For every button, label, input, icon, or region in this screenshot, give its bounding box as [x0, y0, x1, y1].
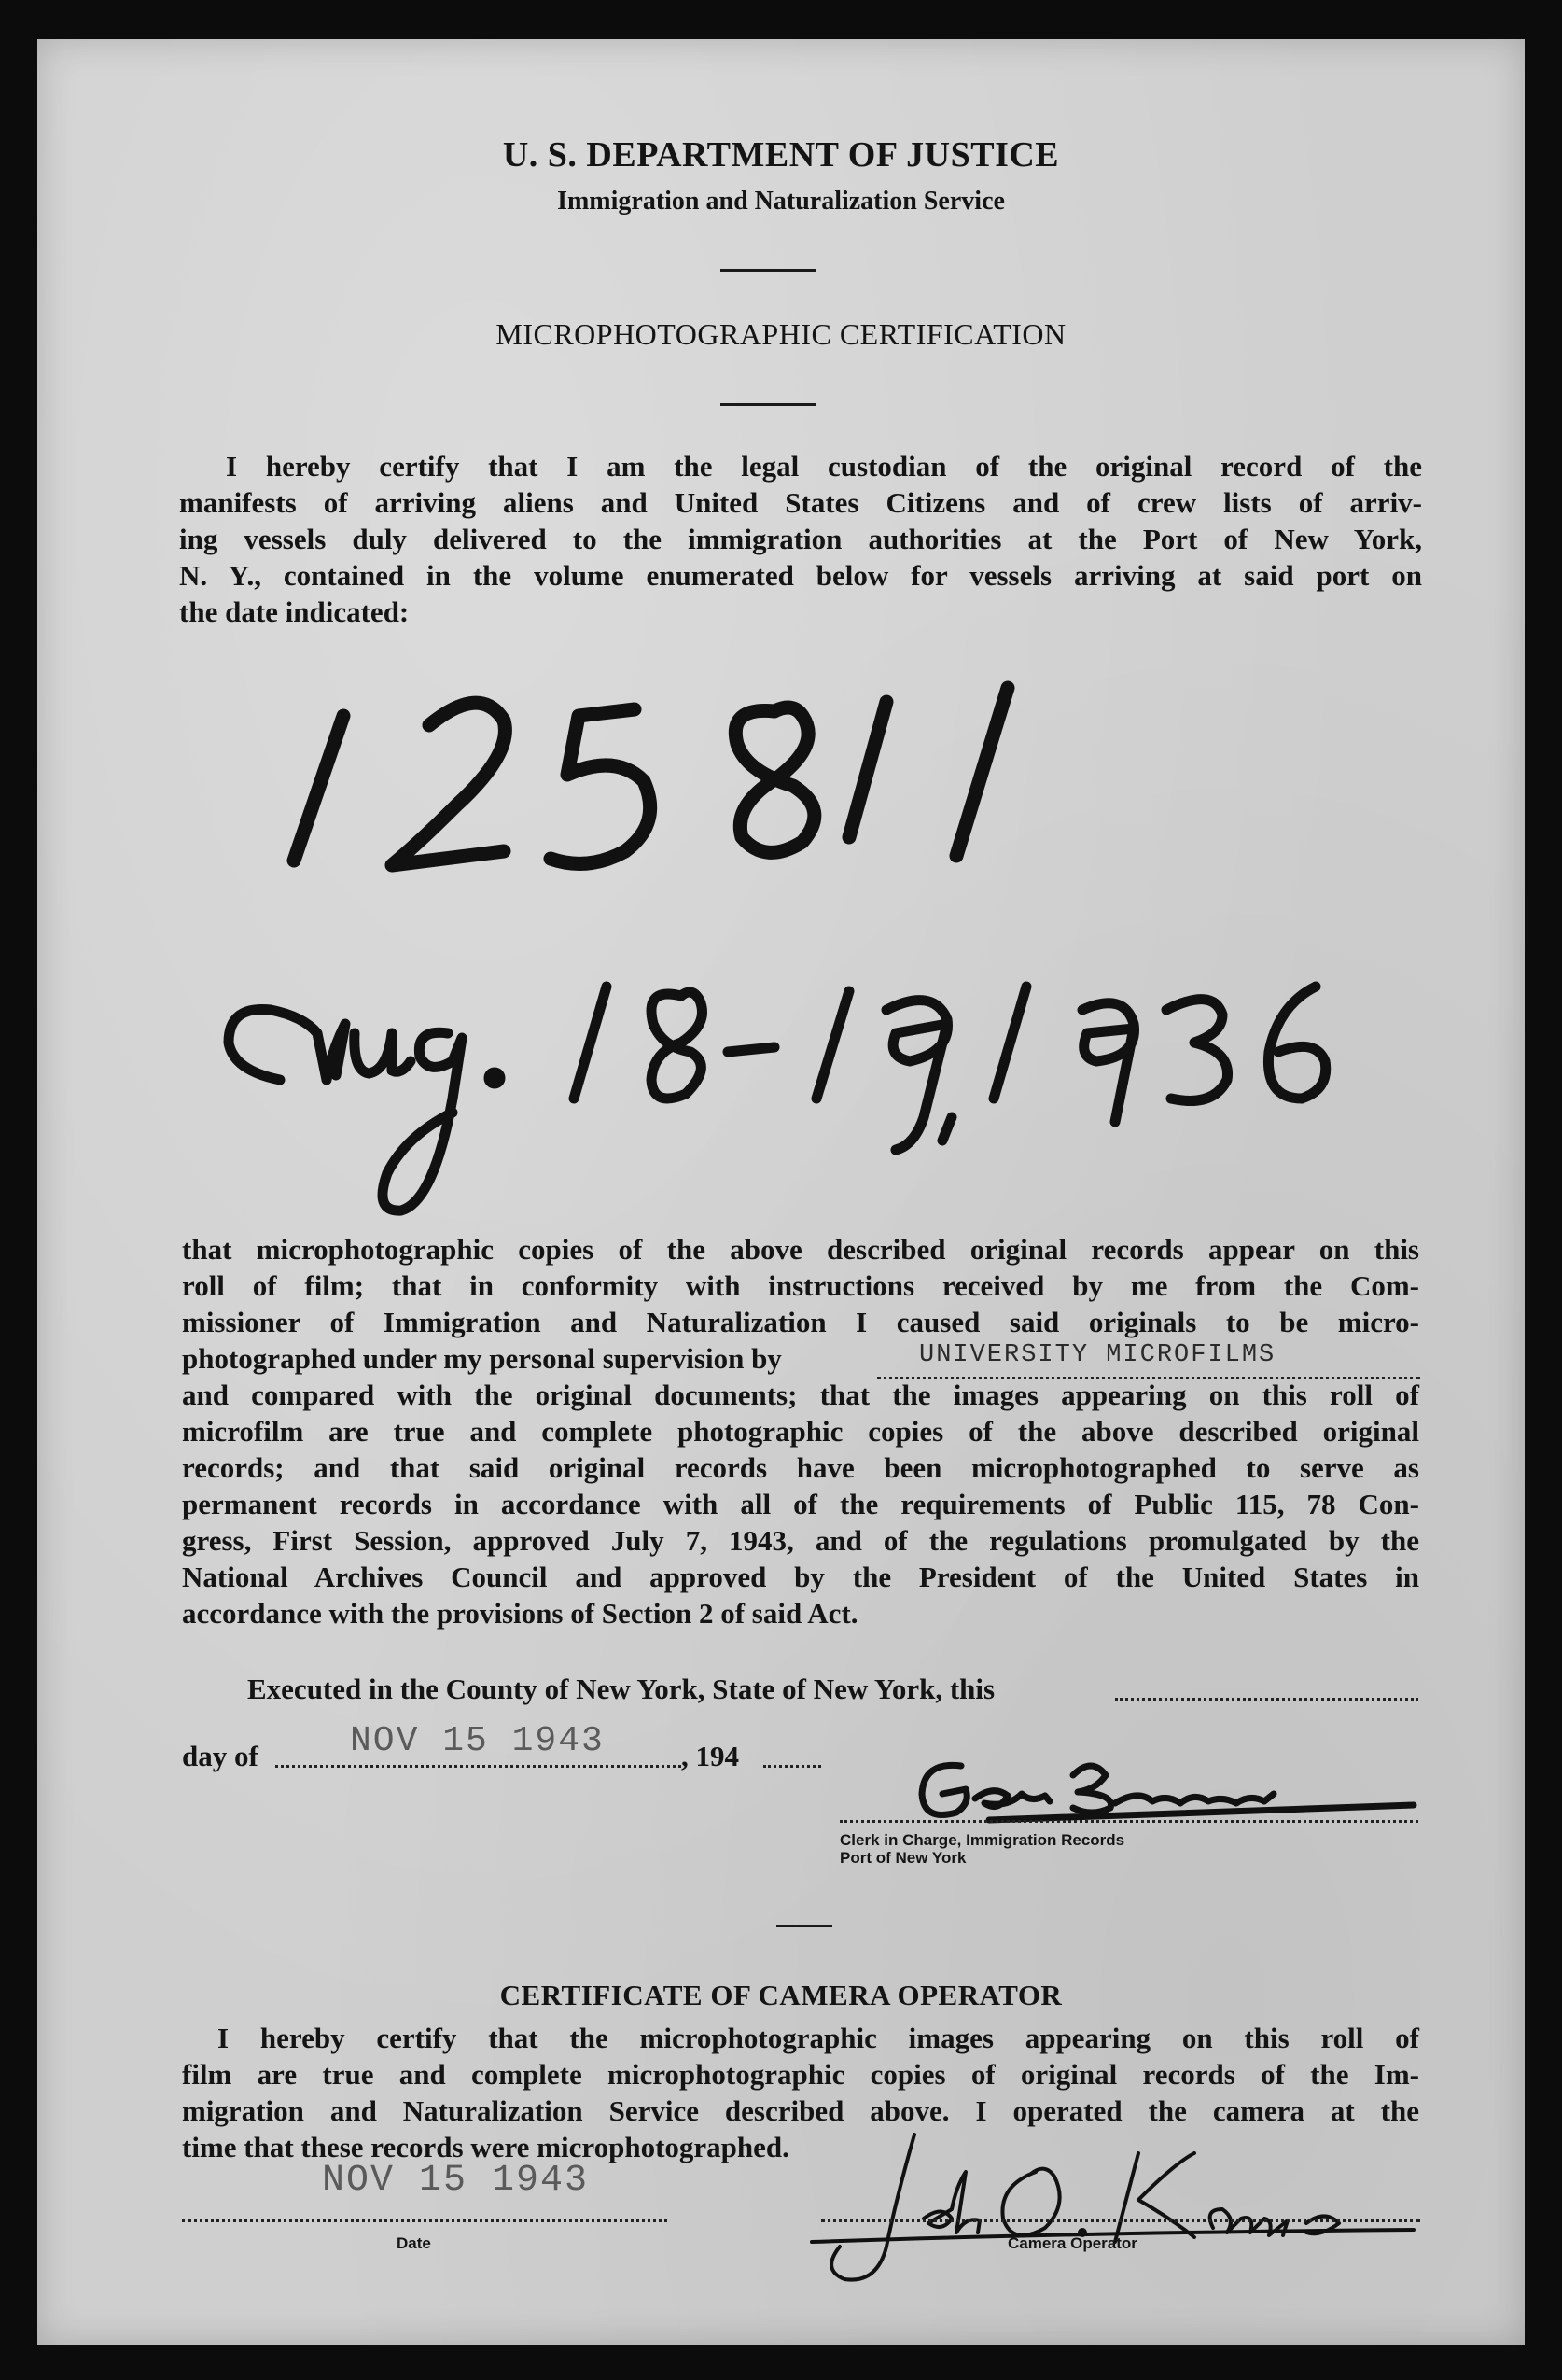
camera-date-line	[182, 2219, 667, 2222]
body-paragraph	[182, 1231, 1419, 1631]
clerk-signature	[905, 1738, 1428, 1841]
intro-line: N. Y., contained in the volume enumerated below for vessels arriving at said port on	[179, 559, 1422, 592]
camera-operator-signature	[802, 2116, 1437, 2293]
clerk-signature-line	[840, 1820, 1418, 1823]
section-divider	[776, 1925, 832, 1927]
supervisor-dotted-line	[877, 1377, 1420, 1379]
handwritten-volume-number	[271, 665, 1204, 907]
year-prefix: , 194	[681, 1740, 739, 1772]
body-line: National Archives Council and approved by the President of the United States in	[182, 1561, 1419, 1593]
body-line: missioner of Immigration and Naturalization I caused said originals to be micro-	[182, 1306, 1419, 1338]
intro-line: the date indicated:	[179, 595, 410, 628]
body-line: roll of film; that in conformity with instructions received by me from the Com-	[182, 1269, 1419, 1302]
clerk-title	[840, 1831, 1124, 1867]
camera-operator-label: Camera Operator	[1008, 2234, 1137, 2252]
clerk-title-line1: Clerk in Charge, Immigration Records	[840, 1831, 1125, 1849]
body-line: microfilm are true and complete photographic copies of the above described original	[182, 1415, 1419, 1448]
certificate-page	[37, 39, 1525, 2345]
body-line: records; and that said original records have been microphotographed to serve as	[182, 1451, 1419, 1484]
body-line: gress, First Session, approved July 7, 1943, and of the regulations promulgated by the	[182, 1524, 1419, 1557]
executed-date-stamp: NOV 15 1943	[350, 1721, 605, 1761]
intro-line: ing vessels duly delivered to the immigration authorities at the Port of New York,	[179, 523, 1422, 555]
camera-line: I hereby certify that the microphotographic images appearing on this roll of	[217, 2022, 1419, 2054]
executed-text: Executed in the County of New York, State of New York, this	[247, 1673, 996, 1705]
certification-title: MICROPHOTOGRAPHIC CERTIFICATION	[495, 317, 1067, 351]
supervision-label: photographed under my personal supervision by	[182, 1342, 782, 1375]
service-subheading: Immigration and Naturalization Service	[557, 187, 1005, 216]
department-heading: U. S. DEPARTMENT OF JUSTICE	[502, 135, 1060, 175]
supervisor-stamp: UNIVERSITY MICROFILMS	[919, 1341, 1276, 1369]
camera-date-stamp: NOV 15 1943	[322, 2160, 590, 2202]
camera-line: film are true and complete microphotographic copies of original records of the Im-	[182, 2058, 1419, 2091]
body-line: that microphotographic copies of the above described original records appear on this	[182, 1233, 1419, 1266]
day-of-dotted-line	[275, 1765, 681, 1768]
day-of-label: day of	[182, 1740, 258, 1772]
camera-line: time that these records were microphotographed.	[182, 2131, 789, 2163]
intro-paragraph	[179, 448, 1422, 630]
camera-operator-heading: CERTIFICATE OF CAMERA OPERATOR	[499, 1979, 1063, 2011]
camera-date-label: Date	[397, 2234, 431, 2252]
body-line: accordance with the provisions of Section 2 of said Act.	[182, 1597, 858, 1630]
clerk-title-line2: Port of New York	[840, 1849, 967, 1867]
camera-operator-line	[821, 2219, 1420, 2222]
camera-line: migration and Naturalization Service described above. I operated the camera at the	[182, 2094, 1419, 2127]
handwritten-date-range	[215, 959, 1484, 1267]
header-divider-bottom	[720, 403, 816, 406]
intro-line: manifests of arriving aliens and United States Citizens and of crew lists of arriv-	[179, 486, 1422, 519]
year-dotted-line	[763, 1765, 821, 1768]
header-divider-top	[720, 269, 816, 272]
intro-line: I hereby certify that I am the legal custodian of the original record of the	[226, 450, 1422, 483]
body-line: and compared with the original documents; that the images appearing on this roll of	[182, 1379, 1419, 1411]
executed-dotted-line	[1115, 1698, 1418, 1701]
body-line: permanent records in accordance with all of the requirements of Public 115, 78 Con-	[182, 1488, 1419, 1520]
